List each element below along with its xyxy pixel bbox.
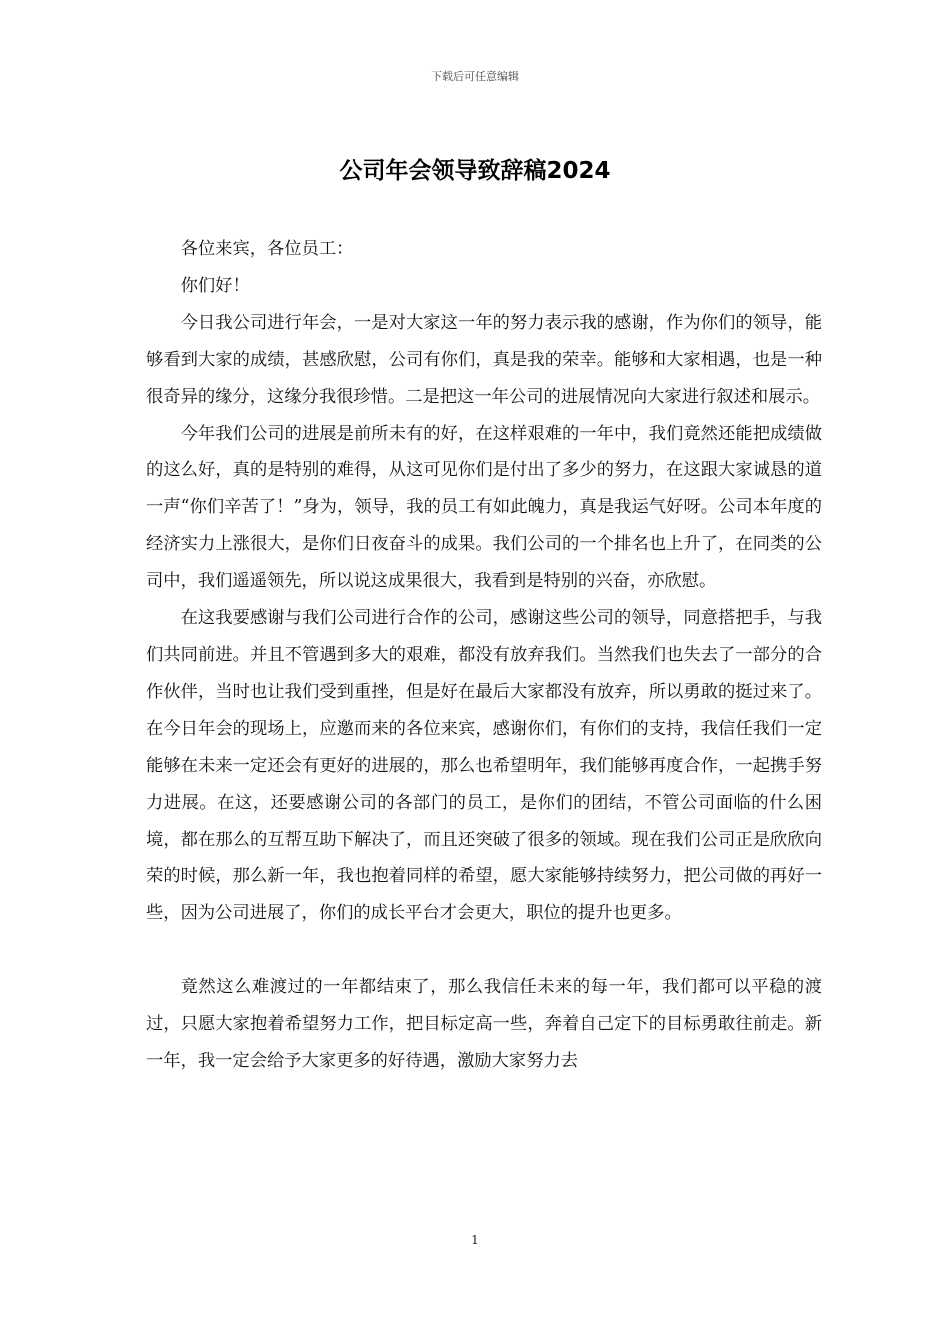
paragraph: 今年我们公司的进展是前所未有的好，在这样艰难的一年中，我们竟然还能把成绩做的这么好，真的是特别的难得，从这可见你们是付出了多少的努力，在这跟大家诚恳的道一声“你们辛苦了！”身为，领导，我的员工有如此魄力，真是我运气好呀。公司本年度的经济实力上涨很大，是你们日夜奋斗的成果。我们公司的一个排名也上升了，在同类的公司中，我们遥遥领先，所以说这成果很大，我看到是特别的兴奋，亦欣慰。 [146,423,822,592]
paragraph: 今日我公司进行年会，一是对大家这一年的努力表示我的感谢，作为你们的领导，能够看到大家的成绩，甚感欣慰，公司有你们，真是我的荣幸。能够和大家相遇，也是一种很奇异的缘分，这缘分我很珍惜。二是把这一年公司的进展情况向大家进行叙述和展示。 [146,312,822,407]
page-number: 1 [471,1233,479,1247]
document-title: 公司年会领导致辞稿2024 [339,158,611,184]
salutation: 各位来宾，各位员工： [180,239,354,259]
document-body [146,231,822,1080]
paragraph: 竟然这么难渡过的一年都结束了，那么我信任未来的每一年，我们都可以平稳的渡过，只愿大家抱着希望努力工作，把目标定高一些，奔着自己定下的目标勇敢往前走。新一年，我一定会给予大家更多的好待遇，激励大家努力去 [146,977,822,1071]
paragraph: 在这我要感谢与我们公司进行合作的公司，感谢这些公司的领导，同意搭把手，与我们共同前进。并且不管遇到多大的艰难，都没有放弃我们。当然我们也失去了一部分的合作伙伴，当时也让我们受到重挫，但是好在最后大家都没有放弃，所以勇敢的挺过来了。在今日年会的现场上，应邀而来的各位来宾，感谢你们，有你们的支持，我信任我们一定能够在未来一定还会有更好的进展的，那么也希望明年，我们能够再度合作，一起携手努力进展。在这，还要感谢公司的各部门的员工，是你们的团结，不管公司面临的什么困境，都在那么的互帮互助下解决了，而且还突破了很多的领域。现在我们公司正是欣欣向荣的时候，那么新一年，我也抱着同样的希望，愿大家能够持续努力，把公司做的再好一些，因为公司进展了，你们的成长平台才会更大，职位的提升也更多。 [146,608,822,924]
greeting: 你们好！ [180,275,250,296]
header-note: 下载后可任意编辑 [431,70,519,83]
